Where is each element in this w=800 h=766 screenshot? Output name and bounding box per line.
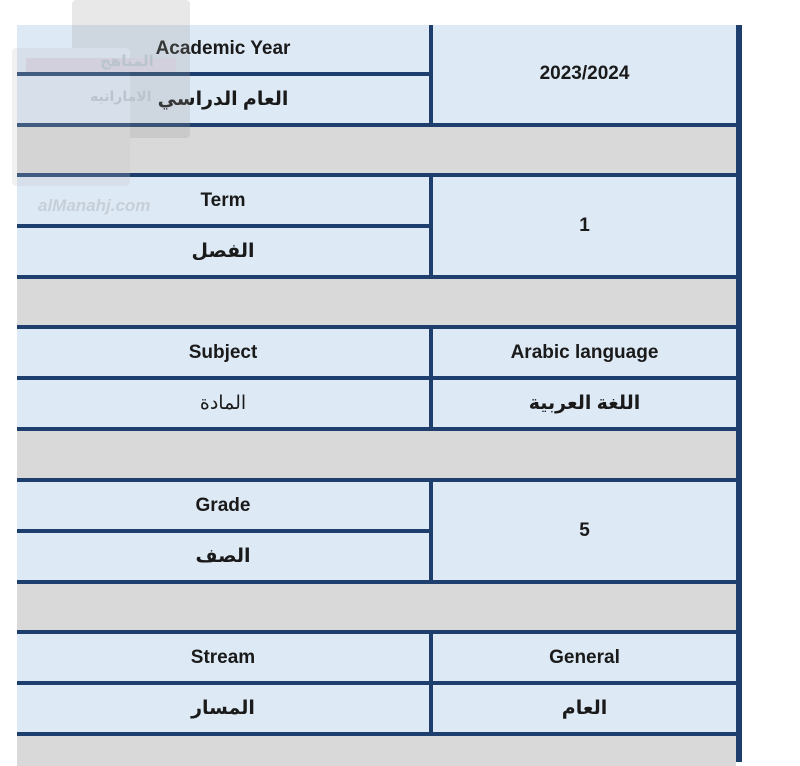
stream-value-ar: العام <box>433 685 736 732</box>
subject-value-en: Arabic language <box>433 329 736 376</box>
academic-year-label-ar: العام الدراسي <box>17 76 429 123</box>
spacer-row <box>17 279 736 325</box>
spacer-row <box>17 127 736 173</box>
watermark-text: الاماراتيه <box>90 88 152 104</box>
academic-year-value: 2023/2024 <box>433 25 736 123</box>
watermark-text: المناهج <box>100 53 154 70</box>
stream-label-en: Stream <box>17 634 429 681</box>
subject-label-en: Subject <box>17 329 429 376</box>
stream-value-en: General <box>433 634 736 681</box>
term-value: 1 <box>433 177 736 275</box>
subject-value-ar: اللغة العربية <box>433 380 736 427</box>
term-label-ar: الفصل <box>17 228 429 275</box>
spacer-row <box>17 431 736 478</box>
watermark-text: alManahj.com <box>38 196 151 215</box>
grade-value: 5 <box>433 482 736 580</box>
stream-label-ar: المسار <box>17 685 429 732</box>
subject-label-ar: المادة <box>17 380 429 427</box>
info-table <box>17 25 742 762</box>
grade-label-en: Grade <box>17 482 429 529</box>
grade-label-ar: الصف <box>17 533 429 580</box>
term-label-en: Term <box>17 177 429 224</box>
academic-year-label-en: Academic Year <box>17 25 429 72</box>
spacer-row <box>17 584 736 630</box>
